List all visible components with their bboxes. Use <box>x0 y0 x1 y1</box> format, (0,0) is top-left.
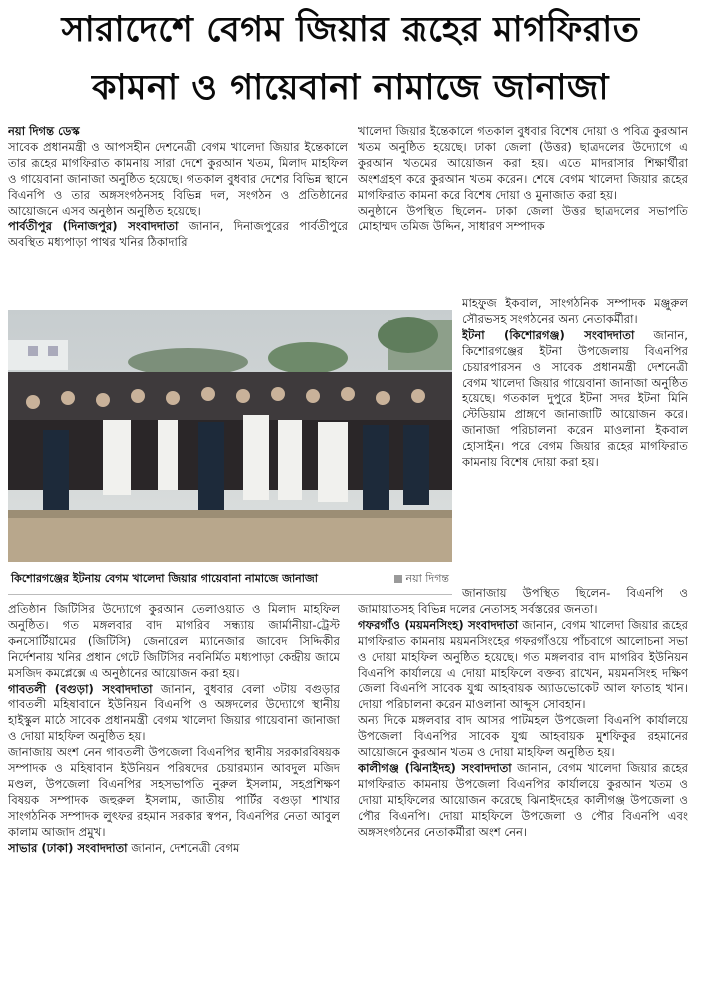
gabtali-attendees-paragraph: জানাজায় অংশ নেন গাবতলী উপজেলা বিএনপির স্থানীয় সরকারবিষয়ক সম্পাদক ও মহিষাবান ইউনিয়ন পরিষদের চেয়ারম্যান আবদুল মজিদ মণ্ডল, উপজেলা বিএনপির সহসভাপতি নুরুল ইসলাম, সহপ্রশিক্ষণ বিষয়ক সম্পাদক জহুরুল ইসলাম, জাতীয় পার্টির বগুড়া শাখার সাংগঠনিক সম্পাদক লুৎফর রহমান সরকার স্বপন, বিএনপির নেতা আবুল কালাম আজাদ প্রমুখ। <box>8 745 340 839</box>
right-column-top <box>358 124 688 294</box>
kaliganj-paragraph <box>358 761 688 841</box>
itna-paragraph <box>462 328 688 471</box>
desk-byline: নয়া দিগন্ত ডেস্ক <box>8 124 80 138</box>
credit-text: নয়া দিগন্ত <box>405 572 449 585</box>
caption-text: কিশোরগঞ্জের ইটনায় বেগম খালেদা জিয়ার গায়েবানা নামাজে জানাজা <box>11 572 318 585</box>
gafargaon-text: জানান, বেগম খালেদা জিয়ার রূহের মাগফিরাত কামনায় ময়মনসিংহের গফরগাঁওয়ে পাঁচবাগে আলোচনা সভা ও দোয়া মাহফিল অনুষ্ঠিত হয়েছে। গত মঙ্গলবার বাদ মাগরিব ইউনিয়ন বিএনপি কার্যালয়ে এ দোয়া মাহফিলে বক্তব্য রাখেন, ময়মনসিংহ দক্ষিণ জেলা বিএনপি সাবেক যুগ্ম আহবায়ক অ্যাডভোকেট আল ফাতাহ খান। দোয়া পরিচালনা করেন মাওলানা আব্দুস সোবহান। <box>358 617 688 712</box>
left-column-top <box>8 124 348 308</box>
gafargaon-paragraph <box>358 618 688 713</box>
dhaka-attendees-continued: মাহফুজ ইকবাল, সাংগঠনিক সম্পাদক মঞ্জুরুল সৌরভসহ সংগঠনের অন্য নেতাকর্মীরা। <box>462 296 688 326</box>
square-bullet-icon <box>394 575 402 583</box>
headline-line-1: সারাদেশে বেগম জিয়ার রূহের মাগফিরাত <box>61 10 640 50</box>
savar-dateline: সাভার (ঢাকা) সংবাদদাতা <box>8 840 128 855</box>
patmahal-paragraph: অন্য দিকে মঙ্গলবার বাদ আসর পাটমহল উপজেলা বিএনপি কার্যালয়ে উপজেলা বিএনপির সাবেক যুগ্ম আহবায়ক মুশফিকুর রহমানের আয়োজনে কুরআন খতম ও দোয়া মাহফিল অনুষ্ঠিত হয়। <box>358 713 688 760</box>
right-column-narrow <box>462 296 688 586</box>
gabtali-paragraph <box>8 682 340 746</box>
intro-paragraph: সাবেক প্রধানমন্ত্রী ও আপসহীন দেশনেত্রী বেগম খালেদা জিয়ার ইন্তেকালে তার রূহের মাগফিরাত কামনায় সারা দেশে কুরআন খতম, মিলাদ মাহফিল ও গায়েবানা জানাজা অনুষ্ঠিত হয়েছে। গতকাল বুধবার দেশের বিভিন্ন স্থানে বিএনপি ও তার অঙ্গসংগঠনসহ বিভিন্ন দল, সংগঠন ও প্রতিষ্ঠানের আয়োজনে এসব অনুষ্ঠান অনুষ্ঠিত হয়েছে। <box>8 139 348 218</box>
parbatipur-text: জানান, দিনাজপুরের পার্বতীপুরে অবস্থিত মধ্যপাড়া পাথর খনির ঠিকাদারি <box>8 219 348 250</box>
gafargaon-dateline: গফরগাঁও (ময়মনসিংহ) সংবাদদাতা <box>358 617 519 632</box>
gtc-paragraph: প্রতিষ্ঠান জিটিসির উদ্যোগে কুরআন তেলাওয়াত ও মিলাদ মাহফিল অনুষ্ঠিত। গত মঙ্গলবার বাদ মাগরিব সন্ধ্যায় জার্মানীয়া-ট্রেস্ট কনসোর্টিয়ামের (জিটিসি) জেনারেল ম্যানেজার জাবেদ সিদ্দিকীর নির্দেশনায় খনির প্রধান গেটে জিটিসির নবনির্মিত মধ্যপাড়া কেন্দ্রীয় জামে মসজিদ কমপ্লেক্সে এ অনুষ্ঠানের আয়োজন করা হয়। <box>8 602 340 680</box>
kaliganj-text: জানান, বেগম খালেদা জিয়ার রূহের মাগফিরাত কামনায় উপজেলা বিএনপির কার্যালয়ে কুরআন খতম ও দোয়া মাহফিলের আয়োজন করেছে ঝিনাইদহের কালীগঞ্জ উপজেলা ও পৌর বিএনপি। দোয়া মাহফিলে উপজেলা ও পৌর বিএনপি এবং অঙ্গসংগঠনের নেতাকর্মীরা অংশ নেন। <box>358 760 688 839</box>
parbatipur-paragraph <box>8 219 348 251</box>
photo-of-congregation-prayer-icon <box>8 310 452 562</box>
dhaka-quran-paragraph: খালেদা জিয়ার ইন্তেকালে গতকাল বুধবার বিশেষ দোয়া ও পবিত্র কুরআন খতম অনুষ্ঠিত হয়েছে। ঢাকা জেলা (উত্তর) ছাত্রদলের উদ্যোগে এ কুরআন খতমের আয়োজন করা হয়। এতে মাদরাসার শিক্ষার্থীরা অংশগ্রহণ করে কুরআন খতম করেন। শেষে বেগম খালেদা জিয়ার রূহের মাগফিরাত কামনা করে বিশেষ দোয়া ও মুনাজাত করা হয়। <box>358 124 688 202</box>
headline-line-2: কামনা ও গায়েবানা নামাজে জানাজা <box>91 68 610 108</box>
gabtali-dateline: গাবতলী (বগুড়া) সংবাদদাতা <box>8 681 153 696</box>
savar-paragraph <box>8 841 340 857</box>
parbatipur-dateline: পার্বতীপুর (দিনাজপুর) সংবাদদাতা <box>8 219 179 234</box>
savar-text: জানান, দেশনেত্রী বেগম <box>127 840 240 855</box>
itna-text: জানান, কিশোরগঞ্জের ইটনা উপজেলায় বিএনপির চেয়ারপারসন ও সাবেক প্রধানমন্ত্রী দেশনেত্রী বেগম খালেদা জিয়ার গায়েবানা জানাজা অনুষ্ঠিত হয়েছে। গতকাল দুপুরে ইটনা সদর ইটনা মিনি স্টেডিয়াম প্রাঙ্গণে জানাজাটি আয়োজন করে। জানাজা পরিচালনা করেন মাওলানা ইকবাল হোসাইন। পরে বেগম জিয়ার রূহের মাগফিরাত কামনায় বিশেষ দোয়া করা হয়। <box>462 327 688 470</box>
dhaka-attendees-paragraph: অনুষ্ঠানে উপস্থিত ছিলেন- ঢাকা জেলা উত্তর ছাত্রদলের সভাপতি মোহাম্মদ তমিজ উদ্দিন, সাধারণ সম্পাদক <box>358 203 688 234</box>
gabtali-text: জানান, বুধবার বেলা ৩টায় বগুড়ার গাবতলী মহিষাবানে ইউনিয়ন বিএনপি ও অঙ্গদলের উদ্যোগে স্থানীয় হাইস্কুল মাঠে সাবেক প্রধানমন্ত্রী বেগম খালেদা জিয়ার গায়েবানা জানাজা ও দোয়া মাহফিল অনুষ্ঠিত হয়। <box>8 681 340 744</box>
itna-attendees-paragraph: জানাজায় উপস্থিত ছিলেন- বিএনপি ও জামায়াতসহ বিভিন্ন দলের নেতাসহ সর্বস্তরের জনতা। <box>358 586 688 616</box>
right-column-bottom <box>358 586 688 980</box>
itna-dateline: ইটনা (কিশোরগঞ্জ) সংবাদদাতা <box>462 327 635 342</box>
news-photo <box>8 310 452 562</box>
kaliganj-dateline: কালীগঞ্জ (ঝিনাইদহ) সংবাদদাতা <box>358 760 512 775</box>
left-column-bottom <box>8 602 340 980</box>
